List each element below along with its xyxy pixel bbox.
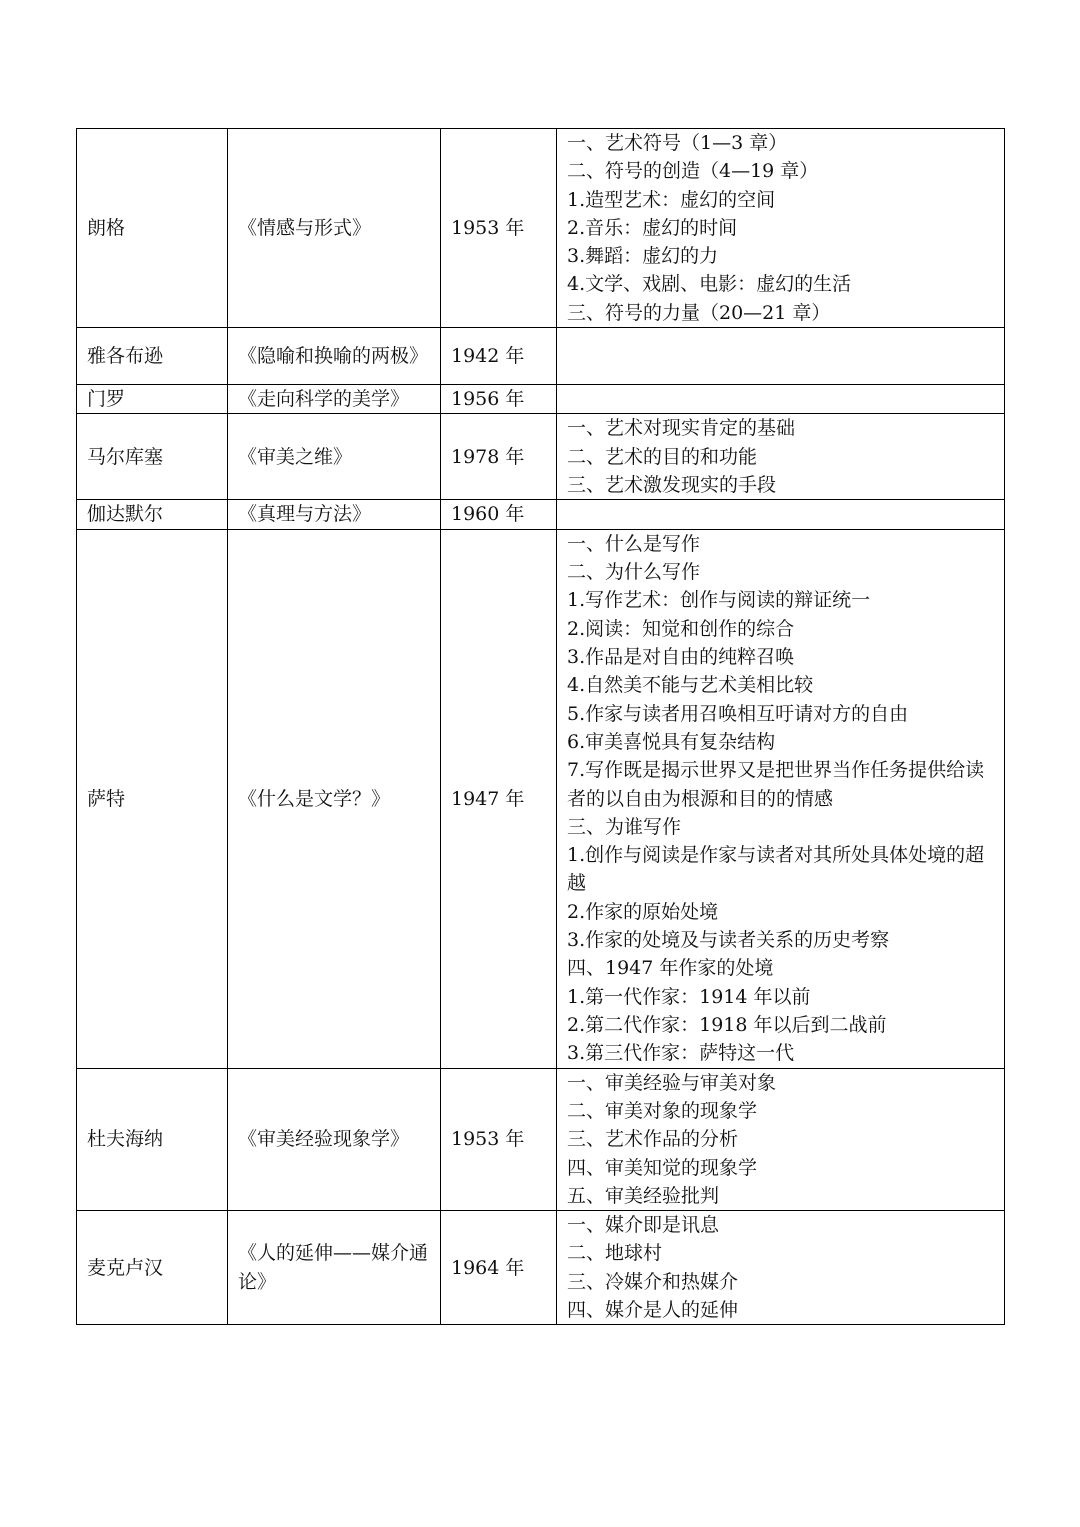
content-line: 二、为什么写作 <box>567 561 701 584</box>
content-line: 4.自然美不能与艺术美相比较 <box>567 674 814 697</box>
year-cell: 1953 年 <box>441 1068 557 1210</box>
content-line: 三、艺术激发现实的手段 <box>567 474 777 497</box>
content-line: 一、什么是写作 <box>567 532 701 555</box>
content-line: 二、地球村 <box>567 1242 663 1265</box>
content-line: 三、为谁写作 <box>567 815 682 838</box>
table-row <box>77 1211 1005 1325</box>
content-line: 一、艺术对现实肯定的基础 <box>567 417 796 440</box>
content-line: 3.舞蹈：虚幻的力 <box>567 245 719 268</box>
content-line: 二、艺术的目的和功能 <box>567 445 758 468</box>
contents-cell <box>557 328 1005 385</box>
content-line: 1.创作与阅读是作家与读者对其所处具体处境的超越 <box>567 844 985 895</box>
year-cell: 1942 年 <box>441 328 557 385</box>
work-title-cell: 《真理与方法》 <box>228 500 441 529</box>
author-cell: 朗格 <box>77 129 228 328</box>
content-line: 3.作家的处境及与读者关系的历史考察 <box>567 929 890 951</box>
table-row <box>77 1068 1005 1210</box>
table-row <box>77 328 1005 385</box>
content-line: 4.文学、戏剧、电影：虚幻的生活 <box>567 273 852 296</box>
content-line: 三、冷媒介和热媒介 <box>567 1270 739 1293</box>
work-title-cell: 《审美经验现象学》 <box>228 1068 441 1210</box>
content-line: 3.作品是对自由的纯粹召唤 <box>567 646 795 669</box>
contents-cell <box>557 385 1005 414</box>
content-line: 5.作家与读者用召唤相互吁请对方的自由 <box>567 702 909 725</box>
work-title-cell: 《人的延伸——媒介通论》 <box>228 1211 441 1325</box>
content-line: 1.第一代作家：1914 年以前 <box>567 985 811 1008</box>
work-title-cell: 《情感与形式》 <box>228 129 441 328</box>
content-line: 1.造型艺术：虚幻的空间 <box>567 188 776 211</box>
author-cell: 雅各布逊 <box>77 328 228 385</box>
author-cell: 麦克卢汉 <box>77 1211 228 1325</box>
contents-cell <box>557 1211 1005 1325</box>
contents-cell <box>557 414 1005 500</box>
author-cell: 萨特 <box>77 529 228 1068</box>
content-line: 3.第三代作家：萨特这一代 <box>567 1042 795 1065</box>
year-cell: 1953 年 <box>441 129 557 328</box>
year-cell: 1956 年 <box>441 385 557 414</box>
work-title-cell: 《隐喻和换喻的两极》 <box>228 328 441 385</box>
work-title-cell: 《走向科学的美学》 <box>228 385 441 414</box>
content-line: 2.第二代作家：1918 年以后到二战前 <box>567 1013 887 1036</box>
table-row <box>77 385 1005 414</box>
content-line: 一、艺术符号（1—3 章） <box>567 132 788 154</box>
content-line: 五、审美经验批判 <box>567 1184 720 1207</box>
content-line: 一、审美经验与审美对象 <box>567 1071 777 1094</box>
contents-cell <box>557 129 1005 328</box>
content-line: 2.作家的原始处境 <box>567 900 719 923</box>
content-line: 6.审美喜悦具有复杂结构 <box>567 730 776 753</box>
content-line: 二、符号的创造（4—19 章） <box>567 160 819 183</box>
work-title-cell: 《审美之维》 <box>228 414 441 500</box>
author-cell: 门罗 <box>77 385 228 414</box>
content-line: 三、符号的力量（20—21 章） <box>567 301 831 324</box>
year-cell: 1978 年 <box>441 414 557 500</box>
work-title-cell: 《什么是文学？》 <box>228 529 441 1068</box>
contents-cell <box>557 529 1005 1068</box>
table-row <box>77 129 1005 328</box>
contents-cell <box>557 1068 1005 1210</box>
content-line: 三、艺术作品的分析 <box>567 1128 739 1151</box>
content-line: 1.写作艺术：创作与阅读的辩证统一 <box>567 589 871 612</box>
year-cell: 1947 年 <box>441 529 557 1068</box>
author-cell: 马尔库塞 <box>77 414 228 500</box>
content-line: 一、媒介即是讯息 <box>567 1214 720 1237</box>
year-cell: 1960 年 <box>441 500 557 529</box>
author-cell: 杜夫海纳 <box>77 1068 228 1210</box>
table-row <box>77 529 1005 1068</box>
table-row <box>77 414 1005 500</box>
content-line: 2.阅读：知觉和创作的综合 <box>567 617 795 640</box>
table-row <box>77 500 1005 529</box>
content-line: 2.音乐：虚幻的时间 <box>567 216 738 239</box>
content-line: 四、媒介是人的延伸 <box>567 1299 739 1322</box>
content-line: 二、审美对象的现象学 <box>567 1099 758 1122</box>
year-cell: 1964 年 <box>441 1211 557 1325</box>
works-table <box>76 128 1005 1325</box>
content-line: 7.写作既是揭示世界又是把世界当作任务提供给读者的以自由为根源和目的的情感 <box>567 759 985 810</box>
content-line: 四、1947 年作家的处境 <box>567 957 774 980</box>
contents-cell <box>557 500 1005 529</box>
author-cell: 伽达默尔 <box>77 500 228 529</box>
content-line: 四、审美知觉的现象学 <box>567 1156 758 1179</box>
